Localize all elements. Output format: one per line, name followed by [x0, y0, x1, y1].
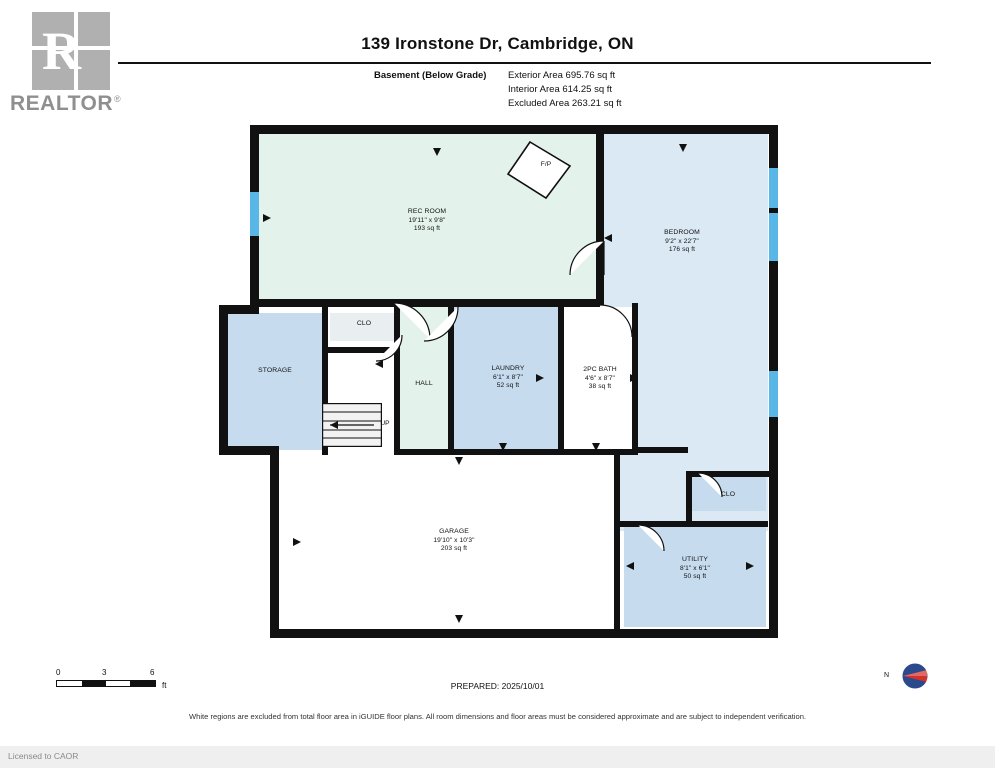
room-area-bedroom: 176 sq ft: [668, 246, 696, 254]
room-name-hall: HALL: [415, 380, 433, 387]
room-name-laundry: LAUNDRY: [491, 365, 525, 372]
realtor-logo-letter: R: [42, 21, 81, 81]
room-name-utility: UTILITY: [681, 556, 708, 563]
exterior-area: Exterior Area 695.76 sq ft: [508, 70, 616, 81]
room-area-utility: 50 sq ft: [683, 573, 707, 581]
room-label-hall: [398, 380, 450, 389]
fireplace-label: F/P: [540, 161, 552, 168]
room-label-bath: [556, 366, 644, 392]
room-name-storage: STORAGE: [258, 367, 292, 374]
scale-tick-6: 6: [150, 668, 155, 677]
floor-label: Basement (Below Grade): [374, 70, 487, 81]
room-dims-laundry: 6'1" x 8'7": [493, 373, 523, 381]
room-name-bath: 2PC BATH: [583, 366, 617, 373]
disclaimer-text: White regions are excluded from total floor area in iGUIDE floor plans. All room dimensions and floor areas must be considered approximate and are subject to independent verification.: [188, 712, 807, 721]
page-title: 139 Ironstone Dr, Cambridge, ON: [361, 34, 634, 53]
room-name-garage: GARAGE: [439, 528, 469, 535]
room-dims-bedroom: 9'2" x 22'7": [665, 237, 699, 245]
room-label-utility: [645, 556, 745, 582]
room-label-clo-upper: [330, 320, 398, 329]
room-name-bedroom: BEDROOM: [664, 229, 700, 236]
room-name-clo-upper: CLO: [356, 320, 372, 327]
stairs-up-label: UP: [380, 420, 390, 427]
room-label-rec-room: [377, 208, 477, 234]
room-area-bath: 38 sq ft: [588, 383, 612, 391]
room-dims-rec-room: 19'11" x 9'8": [408, 216, 446, 224]
room-label-storage: [230, 367, 320, 376]
scale-unit: ft: [162, 681, 167, 690]
room-dims-bath: 4'6" x 8'7": [585, 374, 615, 382]
room-name-rec-room: REC ROOM: [407, 208, 447, 215]
compass-rose-icon: [900, 662, 930, 690]
footer-bar: [0, 746, 995, 768]
compass-north-label: N: [884, 672, 890, 679]
room-label-garage: [404, 528, 504, 554]
realtor-logo-registered: ®: [114, 94, 121, 104]
compass: [884, 662, 948, 690]
room-area-garage: 203 sq ft: [440, 545, 468, 553]
room-dims-utility: 8'1" x 6'1": [680, 564, 710, 572]
scale-tick-0: 0: [56, 668, 61, 677]
licensed-to-label: Licensed to CAOR: [8, 751, 79, 761]
scale-tick-3: 3: [102, 668, 107, 677]
room-label-laundry: [458, 365, 558, 391]
room-dims-garage: 19'10" x 10'3": [433, 536, 475, 544]
room-name-clo-utility: CLO: [720, 491, 736, 498]
realtor-logo-word: REALTOR: [10, 92, 114, 115]
room-label-clo-utility: [694, 491, 762, 500]
room-area-laundry: 52 sq ft: [496, 382, 520, 390]
prepared-date: PREPARED: 2025/10/01: [450, 681, 545, 691]
room-label-bedroom: [632, 229, 732, 255]
excluded-area: Excluded Area 263.21 sq ft: [508, 98, 622, 110]
room-area-rec-room: 193 sq ft: [413, 225, 441, 233]
interior-area: Interior Area 614.25 sq ft: [508, 84, 613, 96]
